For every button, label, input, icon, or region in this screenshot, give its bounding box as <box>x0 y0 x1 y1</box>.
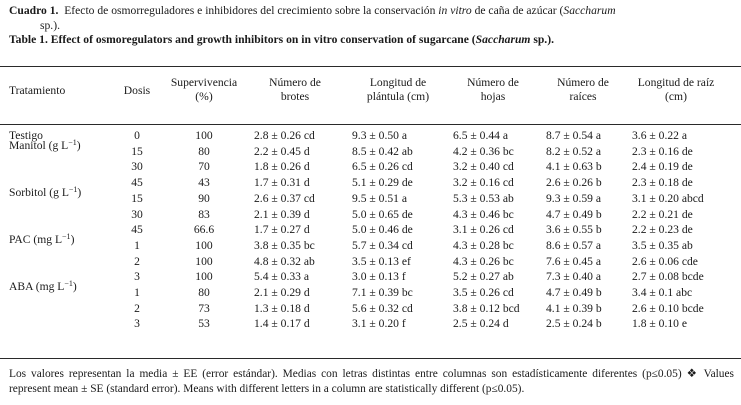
cell-hojas: 2.5 ± 0.24 d <box>453 317 509 331</box>
cell-hojas: 3.2 ± 0.40 cd <box>453 160 514 174</box>
cell-dosis: 15 <box>131 191 143 205</box>
cell-hojas: 5.3 ± 0.53 ab <box>453 191 514 205</box>
cell-hojas: 4.3 ± 0.46 bc <box>453 207 514 221</box>
cell-longitud-raiz: 2.2 ± 0.21 de <box>632 207 693 221</box>
cell-brotes: 5.4 ± 0.33 a <box>254 270 309 284</box>
cell-dosis: 2 <box>134 301 140 315</box>
cell-longitud-raiz: 2.6 ± 0.06 cde <box>632 254 698 268</box>
cell-supervivencia: 70 <box>198 160 210 174</box>
cell-brotes: 1.4 ± 0.17 d <box>254 317 310 331</box>
cell-hojas: 3.5 ± 0.26 cd <box>453 286 514 299</box>
cell-longitud-raiz: 2.7 ± 0.08 bcde <box>632 270 704 284</box>
cell-dosis: 1 <box>134 286 140 299</box>
cell-longitud-plantula: 9.3 ± 0.50 a <box>352 129 407 142</box>
cell-dosis: 45 <box>131 176 143 190</box>
cell-longitud-raiz: 3.6 ± 0.22 a <box>632 129 687 142</box>
cell-brotes: 1.8 ± 0.26 d <box>254 160 310 174</box>
cell-dosis: 3 <box>134 270 140 284</box>
cell-dosis: 45 <box>131 223 143 237</box>
cell-hojas: 4.2 ± 0.36 bc <box>453 144 514 158</box>
cell-raices: 8.6 ± 0.57 a <box>546 238 601 252</box>
cell-raices: 2.5 ± 0.24 b <box>546 317 602 331</box>
table-caption <box>9 4 734 48</box>
cell-longitud-plantula: 6.5 ± 0.26 cd <box>352 160 413 174</box>
header-tratamiento: Tratamiento <box>9 84 66 97</box>
cell-dosis: 30 <box>131 160 143 174</box>
table-row <box>0 184 741 208</box>
cell-supervivencia: 73 <box>198 301 210 315</box>
cell-tratamiento: PAC (mg $L^{-1}$) <box>9 231 75 246</box>
header-numero-hojas: Número de hojas <box>467 76 519 103</box>
table-header-rule <box>0 124 741 125</box>
cell-hojas: 3.1 ± 0.26 cd <box>453 223 514 237</box>
table-row <box>0 160 741 176</box>
cell-raices: 4.7 ± 0.49 b <box>546 207 602 221</box>
cell-brotes: 2.1 ± 0.29 d <box>254 286 310 299</box>
table-row <box>0 255 741 271</box>
cell-hojas: 3.2 ± 0.16 cd <box>453 176 514 190</box>
cell-longitud-plantula: 5.6 ± 0.32 cd <box>352 301 413 315</box>
cell-raices: 7.6 ± 0.45 a <box>546 254 601 268</box>
cell-raices: 8.2 ± 0.52 a <box>546 144 601 158</box>
footnote-english: Values represent mean ± SE (standard error). Means with different letters in a column are statistically different (p≤0.05). <box>9 368 734 395</box>
table-row <box>0 279 741 302</box>
header-dosis: Dosis <box>123 84 151 97</box>
header-numero-brotes: Número de brotes <box>269 76 321 103</box>
cell-brotes: 1.7 ± 0.31 d <box>254 176 310 190</box>
caption-es-text-b: de caña de azúcar ( <box>474 4 564 17</box>
table-row <box>0 302 741 318</box>
cell-tratamiento: Sorbitol (g $L^{-1}$) <box>9 184 82 199</box>
cell-raices: 4.1 ± 0.39 b <box>546 301 602 315</box>
cell-tratamiento: Testigo <box>9 129 43 142</box>
cell-supervivencia: 100 <box>195 254 213 268</box>
header-longitud-raiz: Longitud de raíz (cm) <box>637 76 715 103</box>
cell-supervivencia: 83 <box>198 207 210 221</box>
cell-longitud-plantula: 3.1 ± 0.20 f <box>352 317 406 331</box>
cell-longitud-plantula: 3.0 ± 0.13 f <box>352 270 406 284</box>
cell-longitud-raiz: 2.6 ± 0.10 bcde <box>632 301 704 315</box>
cell-brotes: 1.3 ± 0.18 d <box>254 301 310 315</box>
table-row <box>0 317 741 333</box>
caption-es-text: Efecto de osmorreguladores e inhibidores del crecimiento sobre la conservación <box>64 4 436 17</box>
cell-longitud-plantula: 5.0 ± 0.65 de <box>352 207 413 221</box>
cell-longitud-raiz: 2.3 ± 0.16 de <box>632 144 693 158</box>
cell-longitud-raiz: 2.3 ± 0.18 de <box>632 176 693 190</box>
cell-brotes: 2.2 ± 0.45 d <box>254 144 310 158</box>
cell-brotes: 2.8 ± 0.26 cd <box>254 129 315 142</box>
cell-longitud-plantula: 7.1 ± 0.39 bc <box>352 286 413 299</box>
cell-brotes: 2.6 ± 0.37 cd <box>254 191 315 205</box>
cell-longitud-raiz: 2.4 ± 0.19 de <box>632 160 693 174</box>
cell-brotes: 4.8 ± 0.32 ab <box>254 254 315 268</box>
cell-raices: 9.3 ± 0.59 a <box>546 191 601 205</box>
caption-english <box>9 33 734 48</box>
cell-supervivencia: 90 <box>198 191 210 205</box>
cell-raices: 8.7 ± 0.54 a <box>546 129 601 142</box>
caption-es-label: Cuadro 1. <box>9 4 59 17</box>
cell-raices: 4.1 ± 0.63 b <box>546 160 602 174</box>
caption-en-text-b: sp.). <box>533 33 554 46</box>
table-row <box>0 231 741 255</box>
cell-supervivencia: 66.6 <box>193 223 215 237</box>
cell-dosis: 2 <box>134 254 140 268</box>
cell-longitud-plantula: 5.1 ± 0.29 de <box>352 176 413 190</box>
cell-brotes: 2.1 ± 0.39 d <box>254 207 310 221</box>
cell-dosis: 15 <box>131 144 143 158</box>
cell-longitud-raiz: 3.1 ± 0.20 abcd <box>632 191 704 205</box>
cell-longitud-plantula: 8.5 ± 0.42 ab <box>352 144 413 158</box>
cell-raices: 4.7 ± 0.49 b <box>546 286 602 299</box>
table-row <box>0 137 741 161</box>
cell-raices: 3.6 ± 0.55 b <box>546 223 602 237</box>
cell-hojas: 4.3 ± 0.26 bc <box>453 254 514 268</box>
caption-en-label: Table 1. <box>9 33 48 46</box>
cell-supervivencia: 100 <box>195 270 213 284</box>
cell-hojas: 4.3 ± 0.28 bc <box>453 238 514 252</box>
cell-tratamiento: ABA (mg $L^{-1}$) <box>9 279 77 293</box>
cell-raices: 7.3 ± 0.40 a <box>546 270 601 284</box>
cell-supervivencia: 80 <box>198 286 210 299</box>
caption-es-species: Saccharum <box>563 4 616 17</box>
footnote-separator-icon: ❖ <box>686 368 699 380</box>
header-longitud-plantula: Longitud de plántula (cm) <box>366 76 430 103</box>
cell-longitud-raiz: 3.4 ± 0.1 abc <box>632 286 693 299</box>
cell-supervivencia: 80 <box>198 144 210 158</box>
cell-brotes: 3.8 ± 0.35 bc <box>254 238 315 252</box>
cell-longitud-plantula: 9.5 ± 0.51 a <box>352 191 407 205</box>
table-row <box>0 208 741 224</box>
caption-en-species: Saccharum <box>475 33 531 46</box>
cell-longitud-plantula: 3.5 ± 0.13 ef <box>352 254 411 268</box>
cell-supervivencia: 100 <box>195 238 213 252</box>
cell-raices: 2.6 ± 0.26 b <box>546 176 602 190</box>
cell-tratamiento: Manitol (g $L^{-1}$) <box>9 137 81 152</box>
caption-es-text-c: sp.). <box>40 18 60 32</box>
cell-dosis: 3 <box>134 317 140 331</box>
cell-supervivencia: 53 <box>198 317 210 331</box>
table-bottom-rule <box>0 358 741 359</box>
cell-dosis: 30 <box>131 207 143 221</box>
cell-longitud-raiz: 1.8 ± 0.10 e <box>632 317 687 331</box>
cell-dosis: 1 <box>134 238 140 252</box>
cell-hojas: 5.2 ± 0.27 ab <box>453 270 514 284</box>
cell-hojas: 6.5 ± 0.44 a <box>453 129 508 142</box>
cell-dosis: 0 <box>134 129 140 142</box>
table-top-rule <box>0 66 741 67</box>
cell-hojas: 3.8 ± 0.12 bcd <box>453 301 520 315</box>
cell-longitud-plantula: 5.0 ± 0.46 de <box>352 223 413 237</box>
cell-longitud-raiz: 2.2 ± 0.23 de <box>632 223 693 237</box>
caption-spanish <box>9 4 734 33</box>
footnote-spanish: Los valores representan la media ± EE (error estándar). Medias con letras distintas entre columnas son estadísticamente diferentes (p≤0.05) <box>9 368 682 380</box>
caption-en-text: Effect of osmoregulators and growth inhibitors on in vitro conservation of sugarcane ( <box>50 33 476 46</box>
header-numero-raices: Número de raíces <box>557 76 609 103</box>
caption-es-italic: in vitro <box>438 4 472 17</box>
cell-supervivencia: 100 <box>195 129 213 142</box>
cell-longitud-raiz: 3.5 ± 0.35 ab <box>632 238 693 252</box>
cell-brotes: 1.7 ± 0.27 d <box>254 223 310 237</box>
cell-supervivencia: 43 <box>198 176 210 190</box>
table-footnote <box>9 367 734 397</box>
cell-longitud-plantula: 5.7 ± 0.34 cd <box>352 238 413 252</box>
header-supervivencia: Supervivencia (%) <box>170 76 238 103</box>
